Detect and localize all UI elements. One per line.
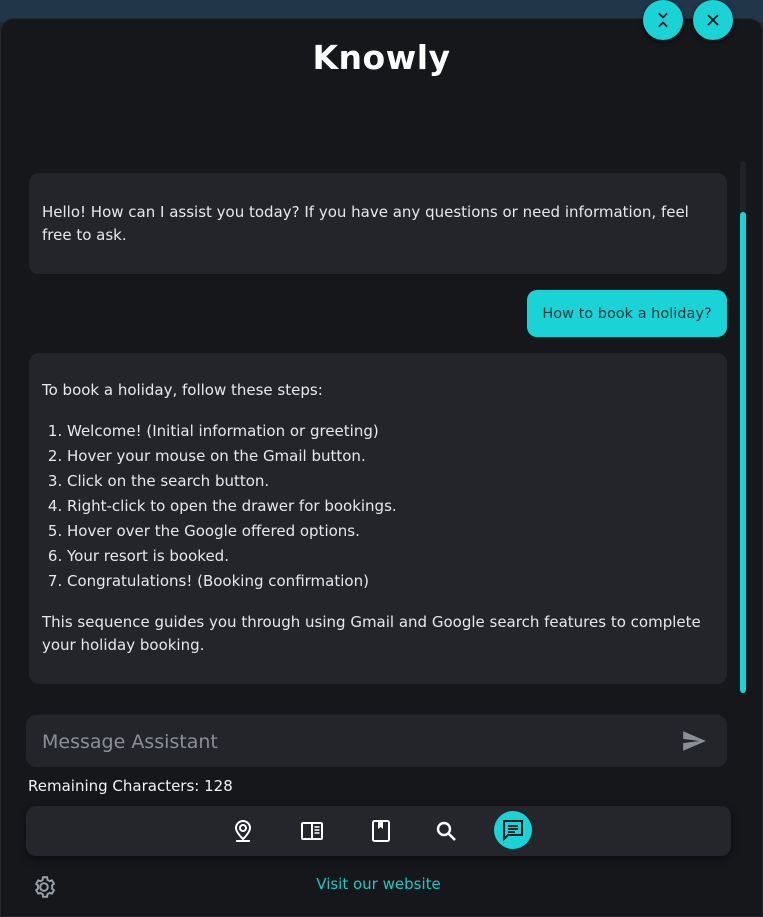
list-item: 4. Right-click to open the drawer for bookings. — [67, 494, 714, 519]
assistant-message — [29, 173, 727, 274]
scrollbar-thumb[interactable] — [740, 212, 746, 693]
message-text: How to book a holiday? — [542, 305, 712, 322]
nav-location-button[interactable] — [230, 818, 256, 844]
remaining-characters: Remaining Characters: 128 — [28, 777, 233, 795]
list-item: 2. Hover your mouse on the Gmail button. — [67, 444, 714, 469]
close-button[interactable] — [693, 0, 733, 40]
user-message — [527, 290, 727, 337]
steps-list — [42, 419, 714, 594]
chat-panel — [0, 18, 763, 917]
collapse-button[interactable] — [643, 0, 683, 40]
search-icon — [434, 819, 458, 843]
location-pin-icon — [231, 819, 255, 843]
nav-search-button[interactable] — [433, 818, 459, 844]
list-item: 5. Hover over the Google offered options. — [67, 519, 714, 544]
send-icon — [680, 728, 708, 754]
list-item: 3. Click on the search button. — [67, 469, 714, 494]
list-item: 7. Congratulations! (Booking confirmation) — [67, 569, 714, 594]
assistant-message — [29, 353, 727, 684]
nav-reader-button[interactable] — [299, 818, 325, 844]
message-outro: This sequence guides you through using Gmail and Google search features to complete your holiday booking. — [42, 613, 701, 654]
message-input[interactable] — [40, 715, 664, 769]
bookmark-book-icon — [369, 819, 393, 843]
list-item: 1. Welcome! (Initial information or greeting) — [67, 419, 714, 444]
nav-bookmark-button[interactable] — [368, 818, 394, 844]
chat-icon — [501, 818, 525, 842]
send-button[interactable] — [680, 728, 708, 754]
visit-website-link[interactable]: Visit our website — [316, 875, 441, 893]
book-open-icon — [300, 819, 324, 843]
message-intro: To book a holiday, follow these steps: — [42, 381, 323, 399]
message-composer — [26, 715, 727, 767]
app-title: Knowly — [312, 38, 451, 77]
message-text: Hello! How can I assist you today? If you have any questions or need information, feel free to ask. — [42, 203, 689, 244]
collapse-icon — [653, 10, 673, 30]
list-item: 6. Your resort is booked. — [67, 544, 714, 569]
bottom-nav — [26, 806, 731, 856]
close-icon — [703, 10, 723, 30]
nav-chat-button[interactable] — [494, 811, 532, 849]
